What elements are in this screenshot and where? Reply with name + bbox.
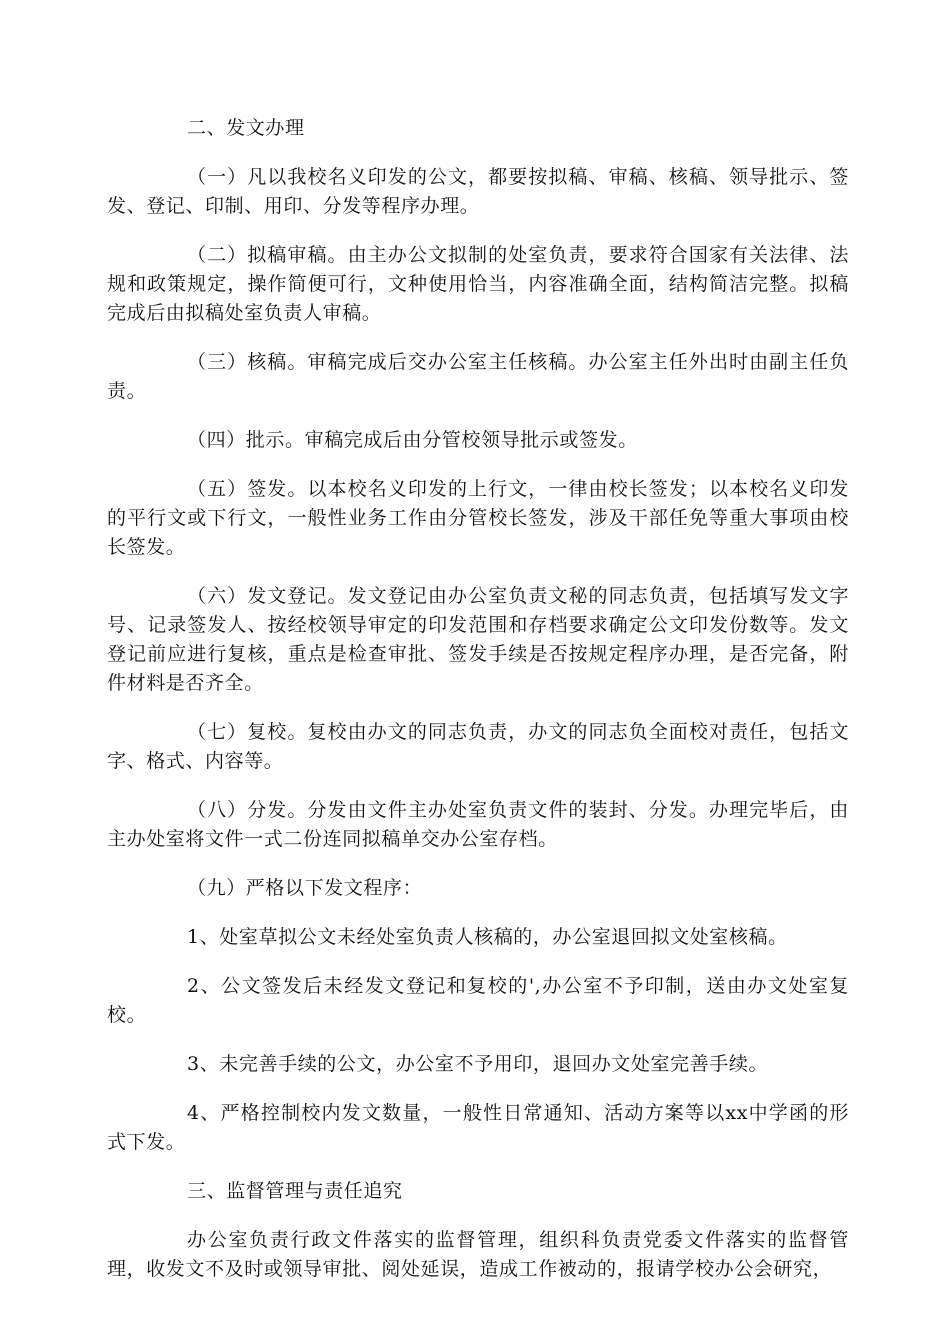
paragraph-item-1: （一）凡以我校名义印发的公文，都要按拟稿、审稿、核稿、领导批示、签发、登记、印制、用印、分发等程序办理。 <box>107 166 849 217</box>
procedure-item-1: 1、处室草拟公文未经处室负责人核稿的，办公室退回拟文处室核稿。 <box>187 926 788 948</box>
document-body <box>107 114 849 1304</box>
paragraph-item-6: （六）发文登记。发文登记由办公室负责文秘的同志负责，包括填写发文字号、记录签发人、按经校领导审定的印发范围和存档要求确定公文印发份数等。发文登记前应进行复核，重点是检查审批、签发手续是否按规定程序办理，是否完备，附件材料是否齐全。 <box>107 585 849 694</box>
section-heading-2: 二、发文办理 <box>187 117 305 139</box>
paragraph-supervision: 办公室负责行政文件落实的监督管理，组织科负责党委文件落实的监督管理，收发文不及时或领导审批、阅处延误，造成工作被动的，报请学校办公会研究， <box>107 1229 849 1280</box>
paragraph-item-8: （八）分发。分发由文件主办处室负责文件的装封、分发。办理完毕后，由主办处室将文件一式二份连同拟稿单交办公室存档。 <box>107 799 849 850</box>
paragraph-item-7: （七）复校。复校由办文的同志负责，办文的同志负全面校对责任，包括文字、格式、内容等。 <box>107 721 849 772</box>
paragraph-item-4: （四）批示。审稿完成后由分管校领导批示或签发。 <box>187 429 638 451</box>
paragraph-item-3: （三）核稿。审稿完成后交办公室主任核稿。办公室主任外出时由副主任负责。 <box>107 351 849 402</box>
procedure-item-2: 2、公文签发后未经发文登记和复校的',办公室不予印制，送由办文处室复校。 <box>107 975 849 1026</box>
procedure-item-4: 4、严格控制校内发文数量，一般性日常通知、活动方案等以xx中学函的形式下发。 <box>107 1102 849 1153</box>
paragraph-item-5: （五）签发。以本校名义印发的上行文，一律由校长签发；以本校名义印发的平行文或下行文，一般性业务工作由分管校长签发，涉及干部任免等重大事项由校长签发。 <box>107 478 849 558</box>
paragraph-item-2: （二）拟稿审稿。由主办公文拟制的处室负责，要求符合国家有关法律、法规和政策规定，操作简便可行，文种使用恰当，内容准确全面，结构简洁完整。拟稿完成后由拟稿处室负责人审稿。 <box>107 244 849 324</box>
procedure-item-3: 3、未完善手续的公文，办公室不予用印，退回办文处室完善手续。 <box>187 1053 769 1075</box>
section-heading-3: 三、监督管理与责任追究 <box>187 1180 403 1202</box>
paragraph-item-9: （九）严格以下发文程序： <box>187 877 423 899</box>
